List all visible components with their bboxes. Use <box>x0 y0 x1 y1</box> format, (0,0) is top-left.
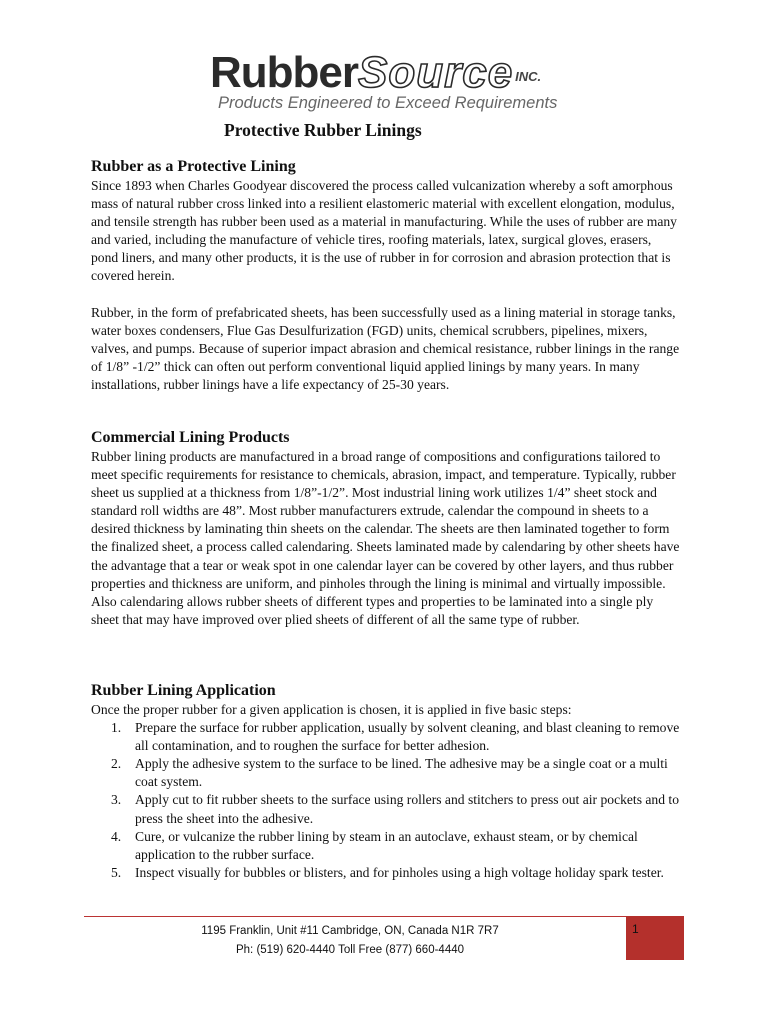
footer-phone: Ph: (519) 620-4440 Toll Free (877) 660-4440 <box>235 944 465 956</box>
list-item-number: 3. <box>111 792 122 808</box>
company-logo <box>210 48 570 118</box>
section-protective-lining <box>91 157 681 394</box>
logo-brand-b: Source <box>358 48 514 97</box>
section-heading: Commercial Lining Products <box>91 429 290 446</box>
section-commercial-products <box>91 428 681 629</box>
list-item-text: Cure, or vulcanize the rubber lining by steam in an autoclave, exhaust steam, or by chemical application to the rubber surface. <box>135 828 638 862</box>
list-item <box>91 791 681 827</box>
list-item <box>91 828 681 864</box>
footer-contact <box>150 922 550 960</box>
list-item <box>91 719 681 755</box>
list-item-number: 1. <box>111 720 122 736</box>
list-item-text: Prepare the surface for rubber application, usually by solvent cleaning, and blast cleaning to remove all contamination, and to roughen the surface for better adhesion. <box>135 720 680 754</box>
list-item-text: Inspect visually for bubbles or blisters, and for pinholes using a high voltage holiday spark tester. <box>135 864 664 880</box>
list-item-number: 4. <box>111 828 122 844</box>
page-number-box <box>626 916 684 960</box>
paragraph: Rubber, in the form of prefabricated sheets, has been successfully used as a lining material in storage tanks, water boxes condensers, Flue Gas Desulfurization (FGD) units, chemical scrubbers, pipelines, mixers, valves, and pumps. Because of superior impact abrasion and chemical resistance, rubber linings in the range of 1/8” -1/2” thick can often out perform conventional liquid applied linings by many years. In many installations, rubber linings have a life expectancy of 25-30 years. <box>91 304 680 392</box>
list-item-text: Apply the adhesive system to the surface to be lined. The adhesive may be a single coat or a multi coat system. <box>135 756 668 790</box>
list-item <box>91 755 681 791</box>
logo-brand-a: Rubber <box>210 48 358 97</box>
list-item-text: Apply cut to fit rubber sheets to the surface using rollers and stitchers to press out air pockets and to press the sheet into the adhesive. <box>135 792 679 826</box>
list-item-number: 2. <box>111 756 122 772</box>
section-heading: Rubber Lining Application <box>91 682 276 699</box>
paragraph: Rubber lining products are manufactured in a broad range of compositions and configurations tailored to meet specific requirements for resistance to chemicals, abrasion, impact, and temperature. Typically, rubber sheet us supplied at a thickness from 1/8”-1/2”. Most industrial lining work utilizes 1/4” sheet stock and standard roll widths are 48”. Most rubber manufacturers extrude, calendar the compound in sheets to a desired thickness by laminating thin sheets on the calendar. The sheets are then laminated together to form the finalized sheet, a process called calendaring. Sheets laminated made by calendaring by other sheets have the advantage that a tear or weak spot in one calendar layer can be covered by other layers, and thus rubber properties and thickness are uniform, and pinholes through the lining is minimal and virtually impossible. Also calendaring allows rubber sheets of different types and properties to be laminated into a single ply sheet that may have improved over plied sheets of different of all the same type of rubber. <box>91 449 680 627</box>
application-steps-list <box>91 719 681 882</box>
document-title: Protective Rubber Linings <box>224 120 422 140</box>
footer-address: 1195 Franklin, Unit #11 Cambridge, ON, Canada N1R 7R7 <box>201 925 499 937</box>
list-item <box>91 864 681 882</box>
paragraph: Once the proper rubber for a given application is chosen, it is applied in five basic steps: <box>91 702 572 717</box>
logo-suffix: INC. <box>515 69 542 84</box>
paragraph: Since 1893 when Charles Goodyear discovered the process called vulcanization whereby a soft amorphous mass of natural rubber cross linked into a resilient elastomeric material with excellent elongation, modulus, and tensile strength has rubber been used as a material in manufacturing. While the uses of rubber are many and varied, including the manufacture of vehicle tires, roofing materials, latex, surgical gloves, erasers, pond liners, and many other products, it is the use of rubber in for corrosion and abrasion protection that is covered herein. <box>91 178 677 284</box>
section-lining-application <box>91 681 681 882</box>
list-item-number: 5. <box>111 864 122 880</box>
logo-tagline: Products Engineered to Exceed Requirements <box>218 94 558 112</box>
footer-divider <box>84 916 684 917</box>
section-heading: Rubber as a Protective Lining <box>91 158 296 175</box>
page-number: 1 <box>632 922 639 936</box>
